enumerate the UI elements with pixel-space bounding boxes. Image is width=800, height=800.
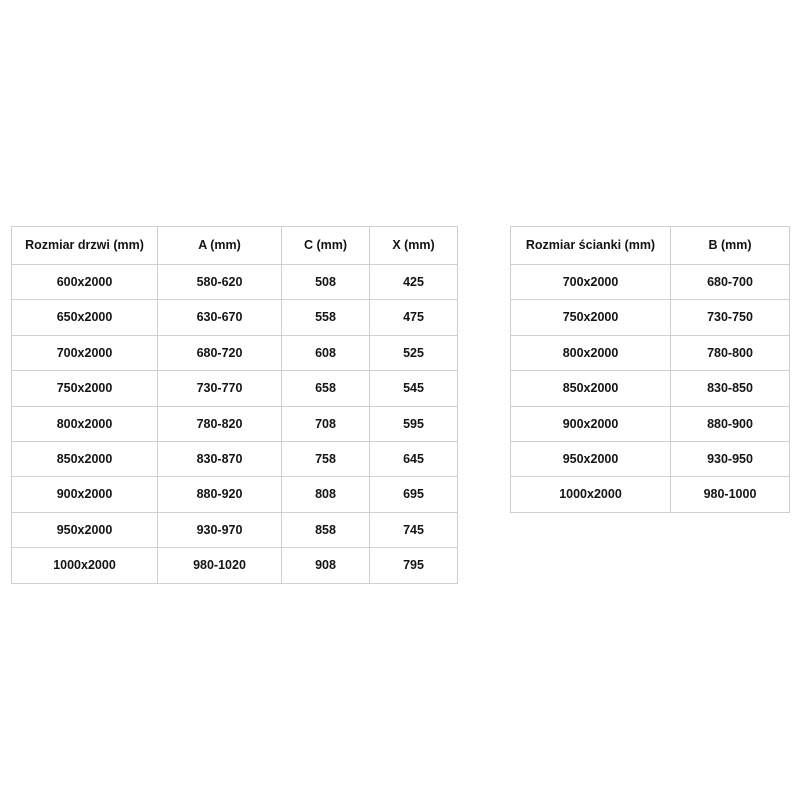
cell-wall-size: 850x2000 xyxy=(511,371,671,406)
table-row xyxy=(12,335,458,370)
cell-c: 558 xyxy=(282,300,370,335)
table-row xyxy=(12,371,458,406)
cell-wall-size: 750x2000 xyxy=(511,300,671,335)
cell-door-size: 1000x2000 xyxy=(12,548,158,583)
column-header-door-size: Rozmiar drzwi (mm) xyxy=(12,227,158,265)
cell-wall-size: 700x2000 xyxy=(511,265,671,300)
cell-door-size: 600x2000 xyxy=(12,265,158,300)
cell-c: 608 xyxy=(282,335,370,370)
cell-b: 980-1000 xyxy=(671,477,790,512)
cell-c: 908 xyxy=(282,548,370,583)
cell-door-size: 700x2000 xyxy=(12,335,158,370)
cell-x: 645 xyxy=(370,442,458,477)
cell-a: 930-970 xyxy=(158,512,282,547)
cell-a: 630-670 xyxy=(158,300,282,335)
doors-table-head xyxy=(12,227,458,265)
cell-a: 580-620 xyxy=(158,265,282,300)
cell-door-size: 850x2000 xyxy=(12,442,158,477)
table-header-row xyxy=(12,227,458,265)
table-row xyxy=(12,300,458,335)
cell-b: 930-950 xyxy=(671,442,790,477)
cell-x: 795 xyxy=(370,548,458,583)
table-row xyxy=(12,477,458,512)
cell-c: 658 xyxy=(282,371,370,406)
cell-b: 680-700 xyxy=(671,265,790,300)
cell-x: 425 xyxy=(370,265,458,300)
table-row xyxy=(12,512,458,547)
cell-x: 745 xyxy=(370,512,458,547)
cell-door-size: 750x2000 xyxy=(12,371,158,406)
table-row xyxy=(12,406,458,441)
wall-table-head xyxy=(511,227,790,265)
column-header-b: B (mm) xyxy=(671,227,790,265)
doors-size-table-container xyxy=(11,226,458,584)
cell-door-size: 800x2000 xyxy=(12,406,158,441)
cell-c: 808 xyxy=(282,477,370,512)
column-header-x: X (mm) xyxy=(370,227,458,265)
table-row xyxy=(511,265,790,300)
table-row xyxy=(511,335,790,370)
cell-wall-size: 800x2000 xyxy=(511,335,671,370)
cell-a: 830-870 xyxy=(158,442,282,477)
cell-a: 780-820 xyxy=(158,406,282,441)
cell-wall-size: 950x2000 xyxy=(511,442,671,477)
table-row xyxy=(12,548,458,583)
cell-a: 980-1020 xyxy=(158,548,282,583)
cell-x: 525 xyxy=(370,335,458,370)
cell-x: 545 xyxy=(370,371,458,406)
doors-table-body xyxy=(12,265,458,584)
table-row xyxy=(511,442,790,477)
wall-table-body xyxy=(511,265,790,513)
cell-door-size: 950x2000 xyxy=(12,512,158,547)
table-row xyxy=(511,477,790,512)
table-row xyxy=(12,442,458,477)
table-row xyxy=(12,265,458,300)
cell-a: 880-920 xyxy=(158,477,282,512)
cell-c: 508 xyxy=(282,265,370,300)
table-row xyxy=(511,406,790,441)
cell-c: 758 xyxy=(282,442,370,477)
cell-x: 595 xyxy=(370,406,458,441)
table-header-row xyxy=(511,227,790,265)
table-row xyxy=(511,300,790,335)
cell-b: 880-900 xyxy=(671,406,790,441)
cell-b: 780-800 xyxy=(671,335,790,370)
wall-size-table xyxy=(510,226,790,513)
cell-wall-size: 1000x2000 xyxy=(511,477,671,512)
doors-size-table xyxy=(11,226,458,584)
column-header-wall-size: Rozmiar ścianki (mm) xyxy=(511,227,671,265)
cell-c: 708 xyxy=(282,406,370,441)
cell-x: 475 xyxy=(370,300,458,335)
table-row xyxy=(511,371,790,406)
cell-b: 730-750 xyxy=(671,300,790,335)
wall-size-table-container xyxy=(510,226,790,513)
column-header-c: C (mm) xyxy=(282,227,370,265)
cell-a: 730-770 xyxy=(158,371,282,406)
column-header-a: A (mm) xyxy=(158,227,282,265)
cell-wall-size: 900x2000 xyxy=(511,406,671,441)
cell-x: 695 xyxy=(370,477,458,512)
cell-a: 680-720 xyxy=(158,335,282,370)
cell-door-size: 900x2000 xyxy=(12,477,158,512)
cell-c: 858 xyxy=(282,512,370,547)
cell-b: 830-850 xyxy=(671,371,790,406)
cell-door-size: 650x2000 xyxy=(12,300,158,335)
